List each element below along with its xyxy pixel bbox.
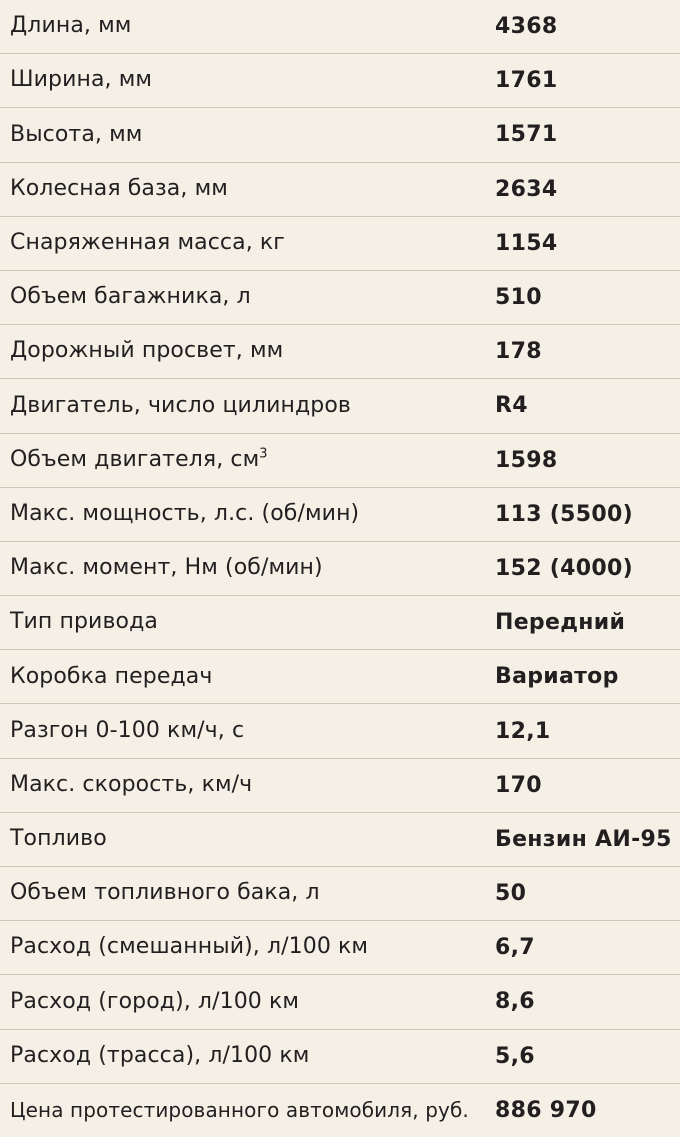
table-row bbox=[0, 217, 680, 271]
table-row bbox=[0, 1030, 680, 1084]
spec-label: Разгон 0-100 км/ч, с bbox=[10, 717, 245, 743]
spec-value: 1761 bbox=[495, 68, 558, 94]
spec-value: Передний bbox=[495, 610, 626, 636]
spec-value: 886 970 bbox=[495, 1097, 597, 1123]
spec-label: Объем багажника, л bbox=[10, 284, 251, 310]
spec-value: 170 bbox=[495, 772, 542, 798]
spec-label: Топливо bbox=[10, 826, 107, 852]
spec-label: Макс. скорость, км/ч bbox=[10, 771, 253, 797]
table-row bbox=[0, 650, 680, 704]
spec-label: Высота, мм bbox=[10, 121, 143, 147]
table-row bbox=[0, 867, 680, 921]
spec-value: Бензин АИ-95 bbox=[495, 826, 672, 852]
spec-label bbox=[10, 448, 495, 473]
spec-value: Вариатор bbox=[495, 664, 619, 690]
spec-label-text: Объем двигателя, см bbox=[10, 446, 260, 472]
spec-value: 113 (5500) bbox=[495, 501, 633, 527]
table-row bbox=[0, 704, 680, 758]
table-row bbox=[0, 379, 680, 433]
spec-label: Объем топливного бака, л bbox=[10, 880, 320, 906]
table-row bbox=[0, 542, 680, 596]
spec-label: Колесная база, мм bbox=[10, 175, 228, 201]
spec-label: Расход (трасса), л/100 км bbox=[10, 1042, 310, 1068]
spec-label: Тип привода bbox=[10, 609, 158, 635]
table-row bbox=[0, 921, 680, 975]
spec-value: 1154 bbox=[495, 230, 558, 256]
spec-value: 1598 bbox=[495, 447, 558, 473]
spec-value: 50 bbox=[495, 881, 527, 907]
table-row bbox=[0, 54, 680, 108]
spec-label: Коробка передач bbox=[10, 663, 213, 689]
spec-label: Снаряженная масса, кг bbox=[10, 230, 285, 256]
table-row bbox=[0, 759, 680, 813]
table-row bbox=[0, 488, 680, 542]
table-row bbox=[0, 975, 680, 1029]
spec-value: 178 bbox=[495, 339, 542, 365]
table-row bbox=[0, 108, 680, 162]
spec-label-superscript: 3 bbox=[259, 446, 268, 462]
table-row bbox=[0, 813, 680, 867]
table-row bbox=[0, 271, 680, 325]
spec-label: Длина, мм bbox=[10, 13, 132, 39]
spec-value: 1571 bbox=[495, 122, 558, 148]
spec-value: 152 (4000) bbox=[495, 555, 633, 581]
spec-label: Цена протестированного автомобиля, руб. bbox=[10, 1097, 469, 1122]
table-row bbox=[0, 1084, 680, 1137]
spec-label: Макс. момент, Нм (об/мин) bbox=[10, 555, 323, 581]
spec-label: Ширина, мм bbox=[10, 67, 153, 93]
table-row bbox=[0, 325, 680, 379]
table-row bbox=[0, 0, 680, 54]
spec-value: 510 bbox=[495, 285, 542, 311]
spec-value: 6,7 bbox=[495, 935, 535, 961]
spec-value: 8,6 bbox=[495, 989, 535, 1015]
table-row bbox=[0, 596, 680, 650]
spec-label: Расход (город), л/100 км bbox=[10, 988, 300, 1014]
spec-value: 4368 bbox=[495, 14, 558, 40]
spec-value: 12,1 bbox=[495, 718, 551, 744]
table-row bbox=[0, 163, 680, 217]
spec-label: Дорожный просвет, мм bbox=[10, 338, 284, 364]
spec-label: Макс. мощность, л.с. (об/мин) bbox=[10, 500, 360, 526]
table-row bbox=[0, 434, 680, 488]
spec-label: Двигатель, число цилиндров bbox=[10, 392, 351, 418]
spec-value: R4 bbox=[495, 393, 528, 419]
spec-value: 5,6 bbox=[495, 1043, 535, 1069]
spec-value: 2634 bbox=[495, 176, 558, 202]
spec-label: Расход (смешанный), л/100 км bbox=[10, 934, 369, 960]
